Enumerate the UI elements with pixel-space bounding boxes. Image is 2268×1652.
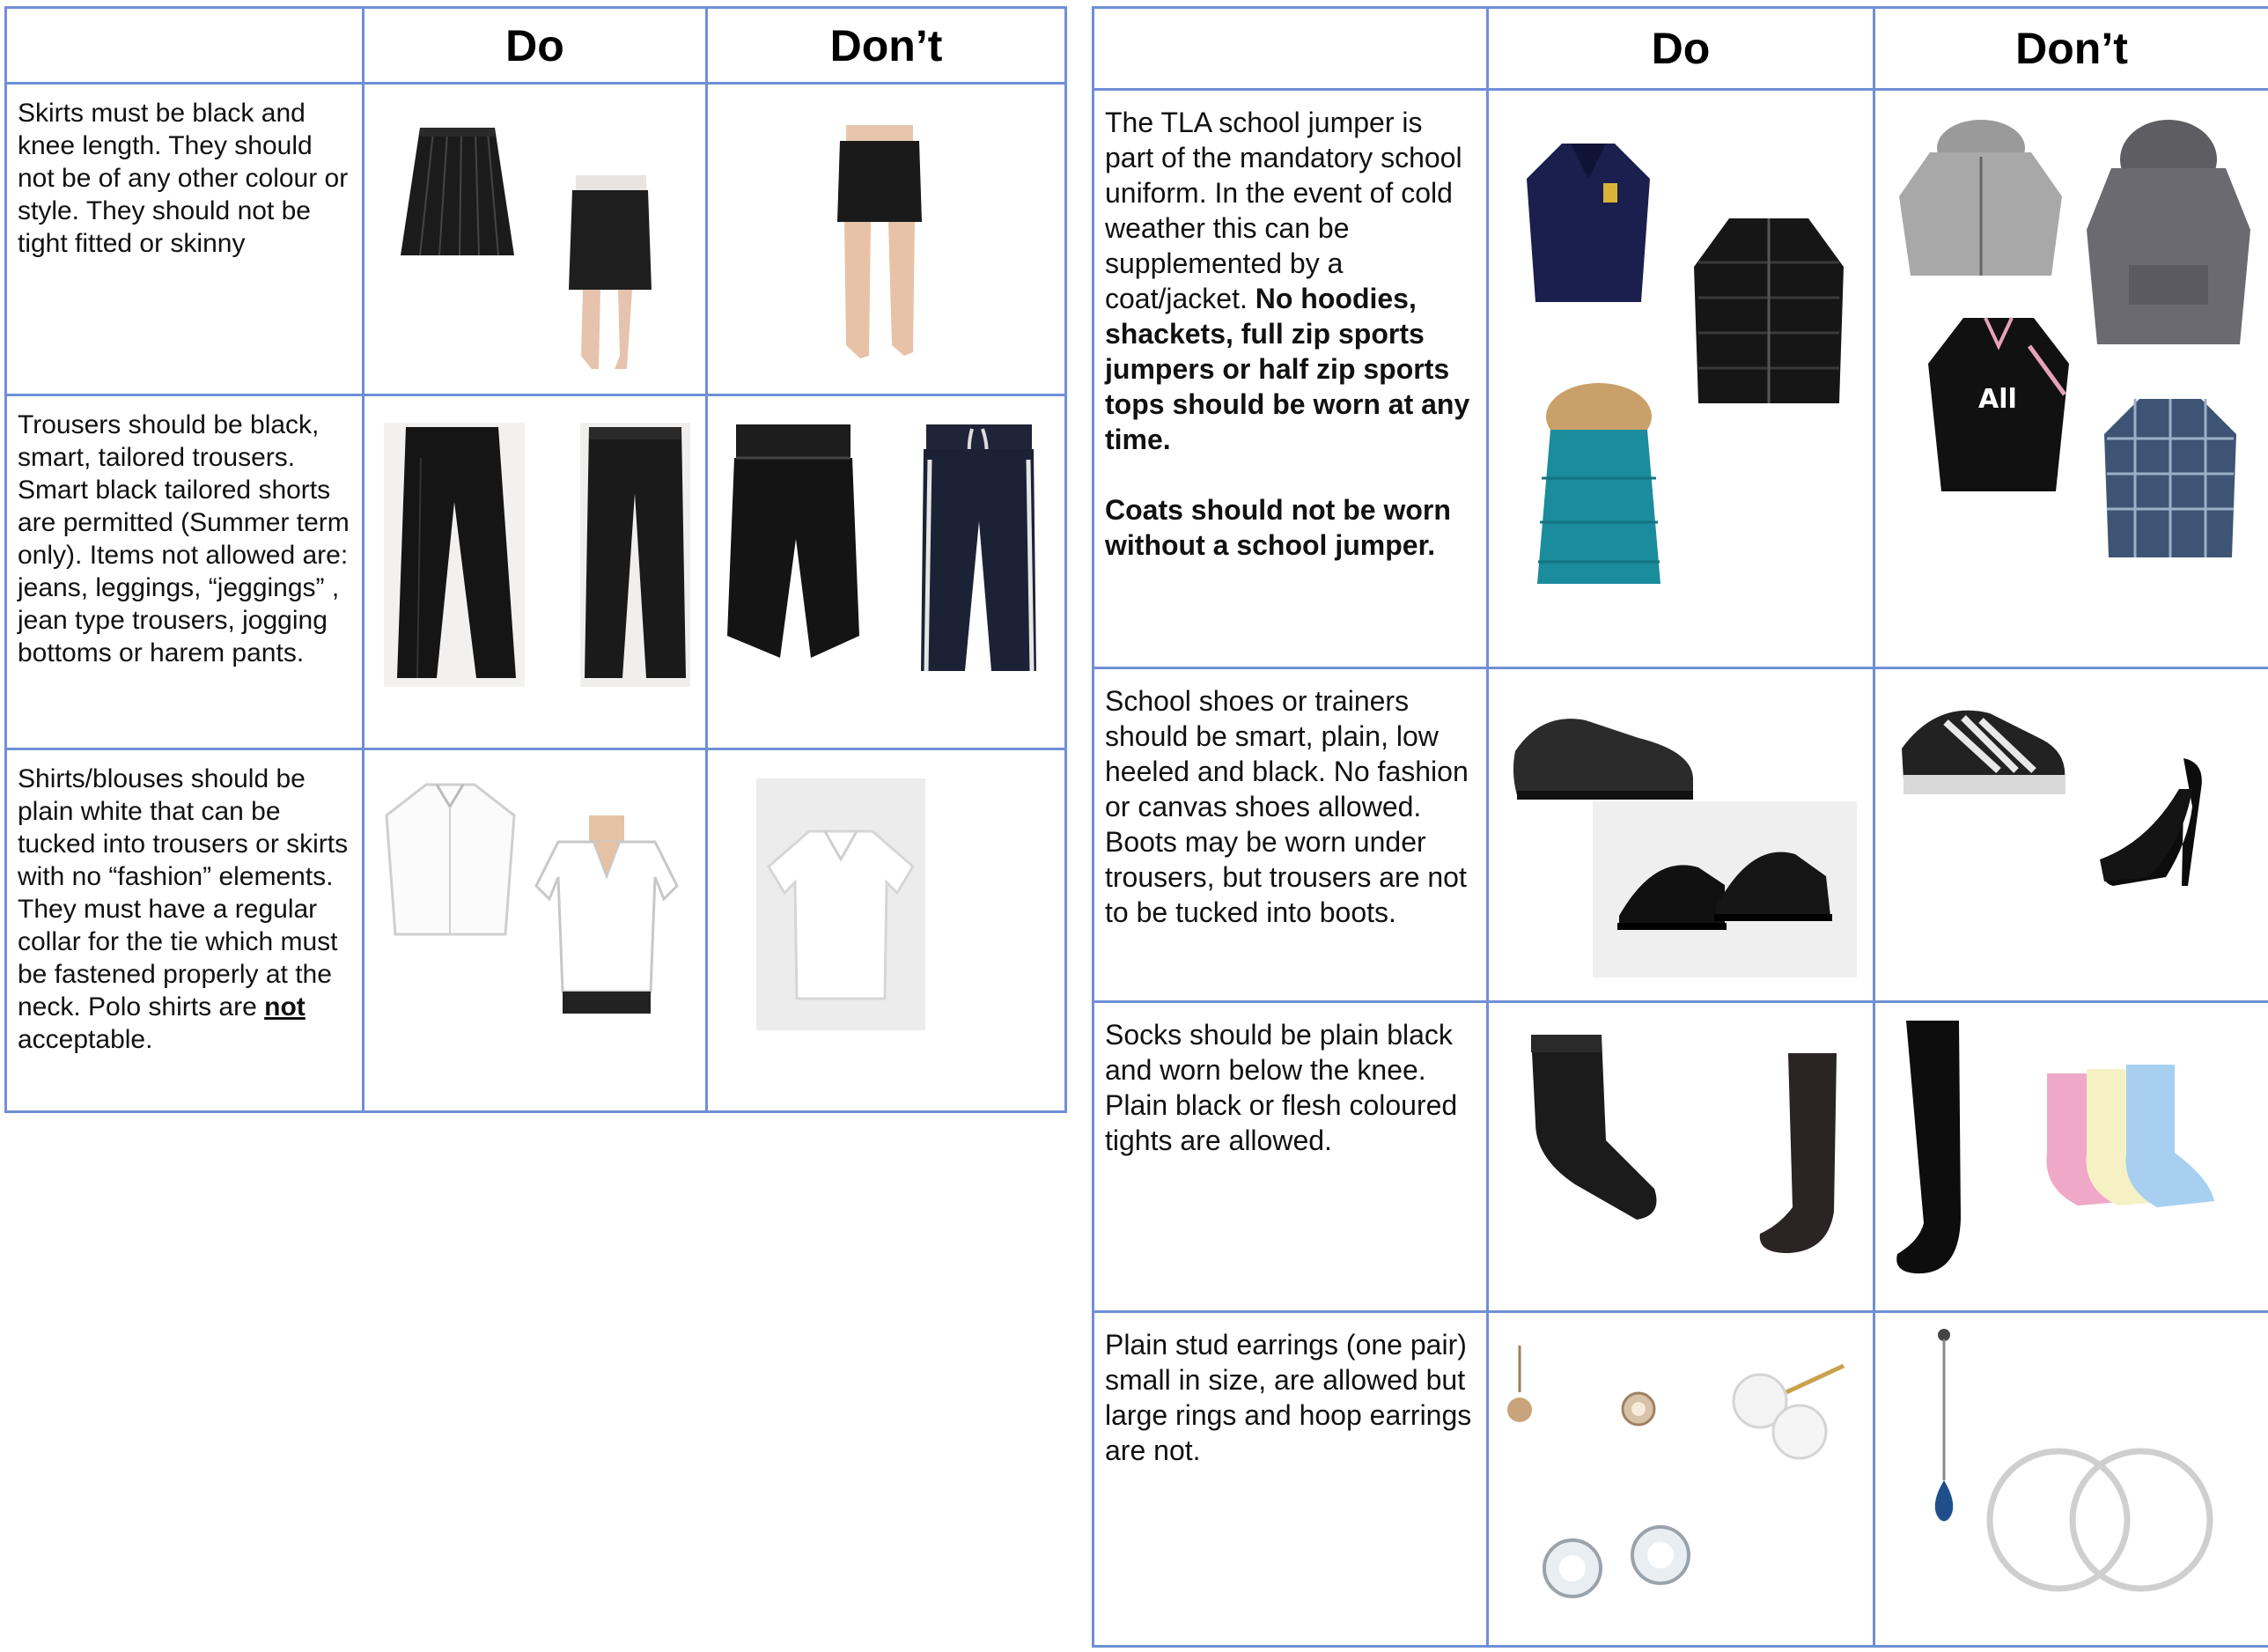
corner-cell [6,8,364,84]
white-blouse-icon [532,815,681,1018]
svg-text:All: All [1978,384,2017,415]
white-shirt-icon [382,780,519,939]
trousers-do-cell [364,395,707,749]
sports-top-icon [1924,311,2073,496]
header-do: Do [364,8,707,84]
mini-skirt-icon [818,125,941,363]
black-trainers-icon [1593,801,1857,977]
shoes-dont-cell [1874,668,2268,1002]
pencil-skirt-icon [556,171,662,373]
left-uniform-table [4,6,1067,1113]
jumper-dont-cell [1874,90,2268,668]
parka-coat-icon [1533,381,1665,593]
puffer-jacket-icon [1690,214,1848,412]
drop-earring-icon [1926,1326,1962,1529]
earrings-dont-cell [1874,1312,2268,1647]
shacket-icon [2100,395,2241,562]
trousers-dont-cell [707,395,1066,749]
knee-sock-icon [1753,1049,1850,1260]
right-uniform-table [1092,6,2268,1648]
shirts-dont-cell [707,749,1066,1112]
harem-pants-icon [727,424,859,671]
shoes-rule-text: School shoes or trainers should be smart, plain, low heeled and black. No fashion or canvas shoes allowed. Boots may be worn under trousers, but trousers are not to be tucked into boots. [1094,668,1488,1002]
hoop-earrings-icon [1981,1432,2219,1595]
jumper-rule-text-coats: Coats should not be worn without a school jumper. [1105,494,1451,561]
shirts-rule-text [6,749,364,1112]
header-do: Do [1488,8,1874,90]
shirts-do-cell [364,749,707,1112]
shirts-rule-text-end: acceptable. [18,1025,153,1054]
jumper-do-cell [1488,90,1874,668]
socks-dont-cell [1874,1002,2268,1312]
ankle-sock-icon [1513,1026,1663,1228]
corner-cell [1094,8,1488,90]
trousers-rule-text: Trousers should be black, smart, tailored trousers. Smart black tailored shorts are permitted (Summer term only). Items not allowed are: jeans, leggings, “jeggings” , jean type trousers, jogging bottoms or harem pants. [6,395,364,749]
jumper-rule-text [1094,90,1488,668]
socks-do-cell [1488,1002,1874,1312]
earrings-rule-text: Plain stud earrings (one pair) small in size, are allowed but large rings and hoop earrings are not. [1094,1312,1488,1647]
skirts-rule-text: Skirts must be black and knee length. They should not be of any other colour or style. They should not be tight fitted or skinny [6,84,364,395]
gold-drop-earring-icon [1502,1344,1537,1432]
striped-trainer-icon [1893,687,2069,810]
pastel-socks-icon [2034,1056,2219,1219]
pleated-skirt-icon [398,123,517,264]
black-shoe-icon [1506,703,1700,808]
hoodie-icon [2085,115,2252,353]
skirts-dont-cell [707,84,1066,395]
header-dont: Don’t [1874,8,2268,90]
high-heel-icon [2095,754,2210,895]
jumper-rule-text-main: The TLA school jumper is part of the mandatory school uniform. In the event of cold weather this can be supplemented by a coat/jacket. [1105,107,1462,314]
over-knee-sock-icon [1889,1016,1981,1280]
skirts-do-cell [364,84,707,395]
polo-shirt-icon [756,778,925,1030]
shirts-rule-text-main: Shirts/blouses should be plain white that can be tucked into trousers or skirts with no “fashion” elements. They must have a regular collar for the tie which must be fastened properly at the neck. Polo shirts are [18,764,349,1021]
zip-hoodie-icon [1895,117,2066,280]
shirts-rule-text-not: not [264,992,306,1021]
shoes-do-cell [1488,668,1874,1002]
crystal-studs-icon [1528,1520,1705,1608]
jogging-bottoms-icon [919,424,1038,680]
jumper-rule-text-bold: No hoodies, shackets, full zip sports jumpers or half zip sports tops should be worn at any time. [1105,283,1470,455]
tailored-trousers-icon [580,423,690,687]
tailored-trousers-icon [384,423,525,687]
stud-earring-icon [1619,1390,1658,1428]
earrings-do-cell [1488,1312,1874,1647]
school-jumper-icon [1522,135,1654,311]
socks-rule-text: Socks should be plain black and worn below the knee. Plain black or flesh coloured tights are allowed. [1094,1002,1488,1312]
header-dont: Don’t [707,8,1066,84]
pearl-earrings-icon [1725,1361,1848,1463]
